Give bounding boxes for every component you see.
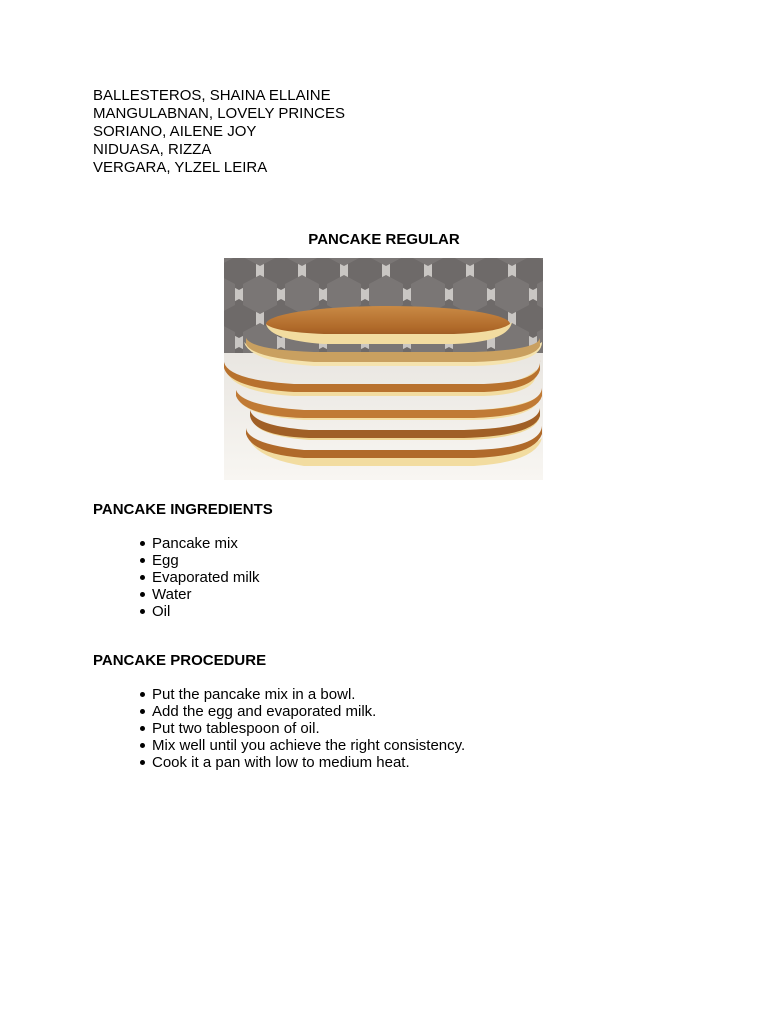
procedure-step: Put two tablespoon of oil.: [152, 720, 465, 737]
procedure-heading: PANCAKE PROCEDURE: [93, 652, 267, 669]
pancake-stack-photo: [224, 258, 543, 480]
author-name: MANGULABNAN, LOVELY PRINCES: [93, 105, 346, 122]
author-list: [93, 87, 345, 177]
ingredients-list: [152, 535, 260, 620]
ingredient-item: Evaporated milk: [152, 569, 260, 586]
ingredient-item: Egg: [152, 552, 260, 569]
ingredient-item: Oil: [152, 603, 260, 620]
ingredients-heading: PANCAKE INGREDIENTS: [93, 501, 273, 518]
author-name: BALLESTEROS, SHAINA ELLAINE: [93, 87, 331, 104]
author-name: VERGARA, YLZEL LEIRA: [93, 159, 268, 176]
author-name: NIDUASA, RIZZA: [93, 141, 212, 158]
author-name: SORIANO, AILENE JOY: [93, 123, 257, 140]
procedure-step: Put the pancake mix in a bowl.: [152, 686, 465, 703]
procedure-step: Add the egg and evaporated milk.: [152, 703, 465, 720]
procedure-step: Mix well until you achieve the right consistency.: [152, 737, 466, 754]
procedure-list: [152, 686, 465, 771]
ingredient-item: Water: [152, 586, 260, 603]
procedure-step: Cook it a pan with low to medium heat.: [152, 754, 465, 771]
recipe-title: PANCAKE REGULAR: [308, 231, 460, 248]
ingredient-item: Pancake mix: [152, 535, 260, 552]
